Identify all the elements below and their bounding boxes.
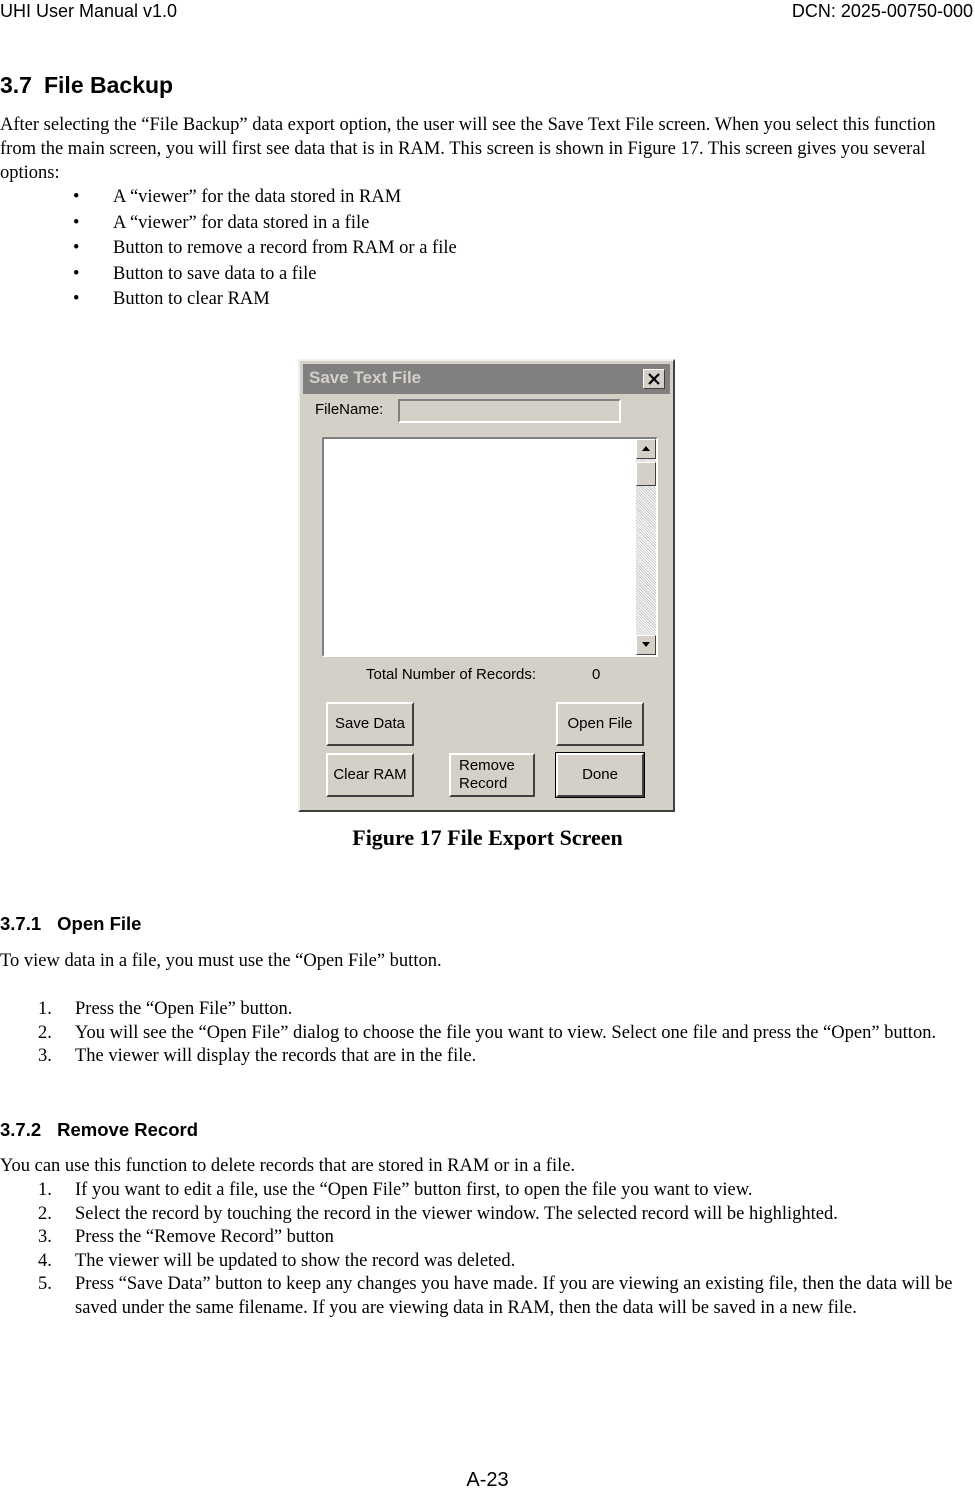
page-number: A-23 <box>466 1469 509 1491</box>
open-file-heading: 3.7.1 Open File <box>0 913 142 934</box>
bullet: • <box>73 263 80 284</box>
header-dcn: DCN: 2025-00750-000 <box>791 1 973 21</box>
list-item: • Button to clear RAM <box>0 287 457 313</box>
arrow-up-icon <box>642 446 650 451</box>
arrow-down-icon <box>642 642 650 647</box>
section-heading <box>0 70 173 100</box>
remove-record-label: Remove Record <box>459 757 515 792</box>
list-item: 3. Press the “Remove Record” button <box>38 1227 334 1247</box>
remove-record-heading: 3.7.2 Remove Record <box>0 1119 199 1140</box>
bullet: • <box>73 187 80 207</box>
list-item: • Button to remove a record from RAM or a file <box>0 236 457 262</box>
close-icon <box>647 372 661 386</box>
open-file-steps <box>0 998 975 1069</box>
scroll-down-button[interactable] <box>636 635 656 655</box>
scroll-up-button[interactable] <box>636 439 656 459</box>
list-item: 2. You will see the “Open File” dialog to choose the file you want to view. Select one file and press the “Open” button. <box>38 1022 937 1043</box>
section-title: File Backup <box>43 72 174 98</box>
save-data-button[interactable]: Save Data <box>326 702 414 746</box>
open-file-intro: To view data in a file, you must use the “Open File” button. <box>0 951 442 971</box>
figure-caption: Figure 17 File Export Screen <box>352 825 623 850</box>
list-item: 1. If you want to edit a file, use the “Open File” button first, to open the file you want to view. <box>38 1180 753 1200</box>
list-item: 1. Press the “Open File” button. <box>38 999 293 1019</box>
bullet: • <box>73 289 80 309</box>
section-number: 3.7 <box>0 72 32 98</box>
remove-record-button[interactable] <box>449 753 535 797</box>
section-intro: After selecting the “File Backup” data export option, the user will see the Save Text File screen. When you select this function from the main screen, you will first see data that is in RAM. This screen is shown in Figure 17. This screen gives you several options: <box>0 115 936 183</box>
scroll-thumb[interactable] <box>636 462 656 486</box>
list-item: 2. Select the record by touching the record in the viewer window. The selected record will be highlighted. <box>38 1203 838 1224</box>
filename-field[interactable] <box>398 399 621 423</box>
save-text-file-dialog <box>298 359 675 812</box>
close-button[interactable] <box>643 369 665 389</box>
done-button[interactable]: Done <box>556 753 644 797</box>
list-item: 3. The viewer will display the records that are in the file. <box>38 1046 477 1066</box>
remove-record-intro: You can use this function to delete records that are stored in RAM or in a file. <box>0 1156 576 1176</box>
list-item: • A “viewer” for data stored in a file <box>0 211 457 237</box>
filename-label: FileName: <box>315 401 384 418</box>
dialog-title: Save Text File <box>309 368 422 387</box>
list-item: 4. The viewer will be updated to show the record was deleted. <box>38 1250 516 1271</box>
header-doc-title: UHI User Manual v1.0 <box>0 1 178 21</box>
list-item: • A “viewer” for the data stored in RAM <box>0 185 457 211</box>
options-list <box>0 185 457 313</box>
bullet: • <box>73 238 80 258</box>
dialog-titlebar[interactable] <box>303 364 670 394</box>
remove-record-steps <box>0 1179 975 1320</box>
bullet: • <box>73 212 80 233</box>
open-file-button[interactable]: Open File <box>556 702 644 746</box>
list-item: • Button to save data to a file <box>0 262 457 288</box>
viewer-scrollbar[interactable] <box>636 439 656 655</box>
list-item: 5. Press “Save Data” button to keep any changes you have made. If you are viewing an existing file, then the data will be saved under the same filename. If you are viewing data in RAM, then the data will be saved in a new file. <box>38 1274 953 1318</box>
total-records-value: 0 <box>592 666 601 683</box>
total-records-label: Total Number of Records: <box>366 666 537 683</box>
records-viewer[interactable] <box>322 437 658 657</box>
clear-ram-button[interactable]: Clear RAM <box>326 753 414 797</box>
